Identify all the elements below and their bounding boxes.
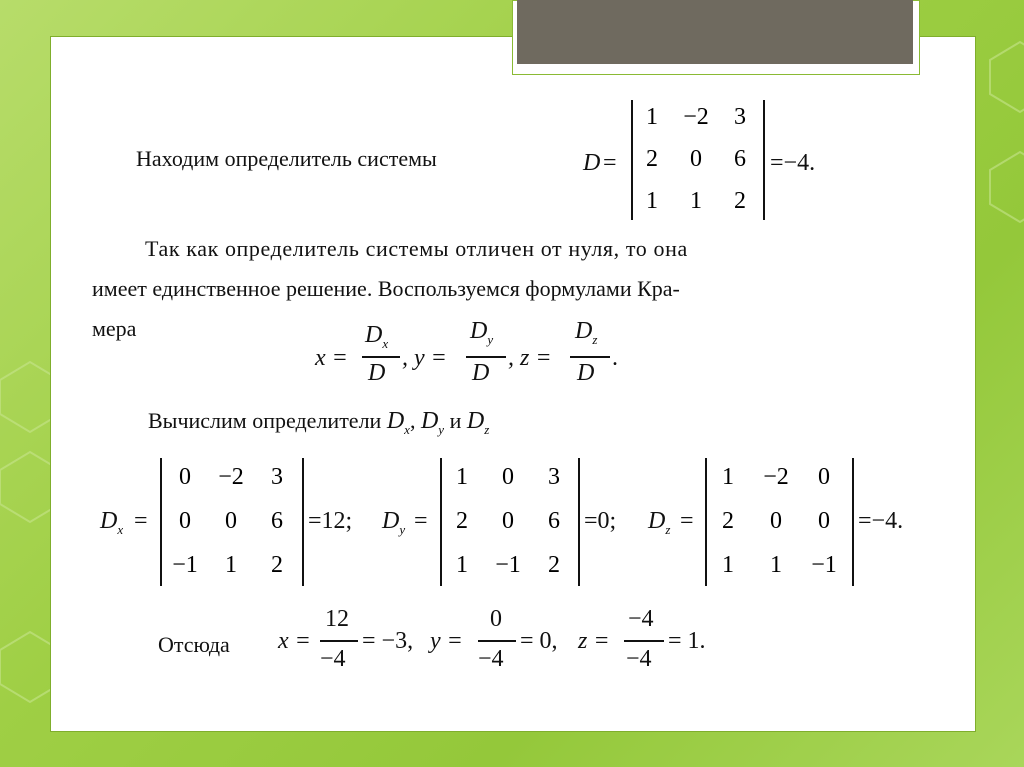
dy-cell: 1	[456, 464, 468, 490]
dy-cell: 1	[456, 552, 468, 578]
dx-cell: 0	[179, 464, 191, 490]
d-cell: 3	[734, 104, 746, 130]
para-line2: имеет единственное решение. Воспользуемся формулами Кра-	[92, 276, 680, 301]
para-line1: Так как определитель системы отличен от нуля, то она	[145, 236, 688, 261]
dy-cell: 0	[502, 464, 514, 490]
d-right-bar	[763, 100, 765, 220]
dz-cell: 1	[770, 552, 782, 578]
cramer-bar-z	[570, 356, 610, 358]
dx-cell: 3	[271, 464, 283, 490]
final-bar-x	[320, 640, 358, 642]
final-y-num: 0	[490, 606, 502, 632]
dy-cell: 0	[502, 508, 514, 534]
dx-eq: =	[134, 508, 148, 534]
dy-eq: =	[414, 508, 428, 534]
dy-cell: 2	[548, 552, 560, 578]
d-cell: 1	[646, 104, 658, 130]
dz-cell: 1	[722, 552, 734, 578]
cramer-num-z: $D_z$	[575, 318, 598, 347]
final-y-den: −4	[478, 646, 504, 672]
cramer-x: x =	[315, 345, 348, 371]
dz-right-bar	[852, 458, 854, 586]
d-cell: 2	[734, 188, 746, 214]
dx-result: =12;	[308, 508, 353, 534]
d-cell: 0	[690, 146, 702, 172]
cramer-num-y: $D_y$	[470, 318, 494, 347]
dy-cell: −1	[495, 552, 521, 578]
final-bar-y	[478, 640, 516, 642]
dy-cell: 3	[548, 464, 560, 490]
cramer-num-x: $D_x$	[365, 322, 389, 351]
dy-result: =0;	[584, 508, 617, 534]
dz-cell: 2	[722, 508, 734, 534]
dx-cell: 6	[271, 508, 283, 534]
final-x-num: 12	[325, 606, 349, 632]
dx-right-bar	[302, 458, 304, 586]
d-cell: 2	[646, 146, 658, 172]
dx-cell: −2	[218, 464, 244, 490]
dz-cell: 1	[722, 464, 734, 490]
cramer-bar-x	[362, 356, 400, 358]
dy-cell: 2	[456, 508, 468, 534]
final-z-den: −4	[626, 646, 652, 672]
dz-result: =−4.	[858, 508, 904, 534]
dz-left-bar	[705, 458, 707, 586]
dy-right-bar	[578, 458, 580, 586]
dx-cell: 1	[225, 552, 237, 578]
cramer-y: , y =	[402, 345, 447, 371]
dx-cell: −1	[172, 552, 198, 578]
dx-cell: 0	[179, 508, 191, 534]
cramer-end: .	[612, 345, 618, 371]
cramer-den-y: D	[472, 360, 490, 386]
dx-label: $D_x$	[100, 508, 124, 537]
d-cell: −2	[683, 104, 709, 130]
final-y-res: = 0,	[520, 628, 558, 654]
dx-cell: 2	[271, 552, 283, 578]
dz-label: $D_z$	[648, 508, 671, 537]
final-x: x =	[278, 628, 311, 654]
dz-cell: 0	[818, 508, 830, 534]
dz-cell: −2	[763, 464, 789, 490]
final-z: z =	[578, 628, 610, 654]
d-label: D	[583, 150, 601, 176]
cramer-z: , z =	[508, 345, 552, 371]
d-cell: 1	[646, 188, 658, 214]
dy-label: $D_y$	[382, 508, 406, 537]
dz-eq: =	[680, 508, 694, 534]
final-x-den: −4	[320, 646, 346, 672]
d-cell: 6	[734, 146, 746, 172]
final-y: y =	[430, 628, 463, 654]
d-cell: 1	[690, 188, 702, 214]
final-z-num: −4	[628, 606, 654, 632]
final-label: Отсюда	[158, 632, 230, 657]
compute-line: Вычислим определители $D_x$, $D_y$ и $D_z$	[148, 408, 490, 437]
slide-content	[50, 36, 976, 732]
d-eq: =	[603, 150, 617, 176]
intro-text: Находим определитель системы	[136, 146, 437, 171]
final-x-res: = −3,	[362, 628, 414, 654]
dz-cell: 0	[818, 464, 830, 490]
dz-cell: −1	[811, 552, 837, 578]
dx-left-bar	[160, 458, 162, 586]
title-placeholder	[517, 0, 913, 64]
final-bar-z	[624, 640, 664, 642]
dy-cell: 6	[548, 508, 560, 534]
para-line3: мера	[92, 316, 137, 341]
dz-cell: 0	[770, 508, 782, 534]
dx-cell: 0	[225, 508, 237, 534]
cramer-den-z: D	[577, 360, 595, 386]
cramer-den-x: D	[368, 360, 386, 386]
d-result: =−4.	[770, 150, 816, 176]
final-z-res: = 1.	[668, 628, 706, 654]
cramer-bar-y	[466, 356, 506, 358]
